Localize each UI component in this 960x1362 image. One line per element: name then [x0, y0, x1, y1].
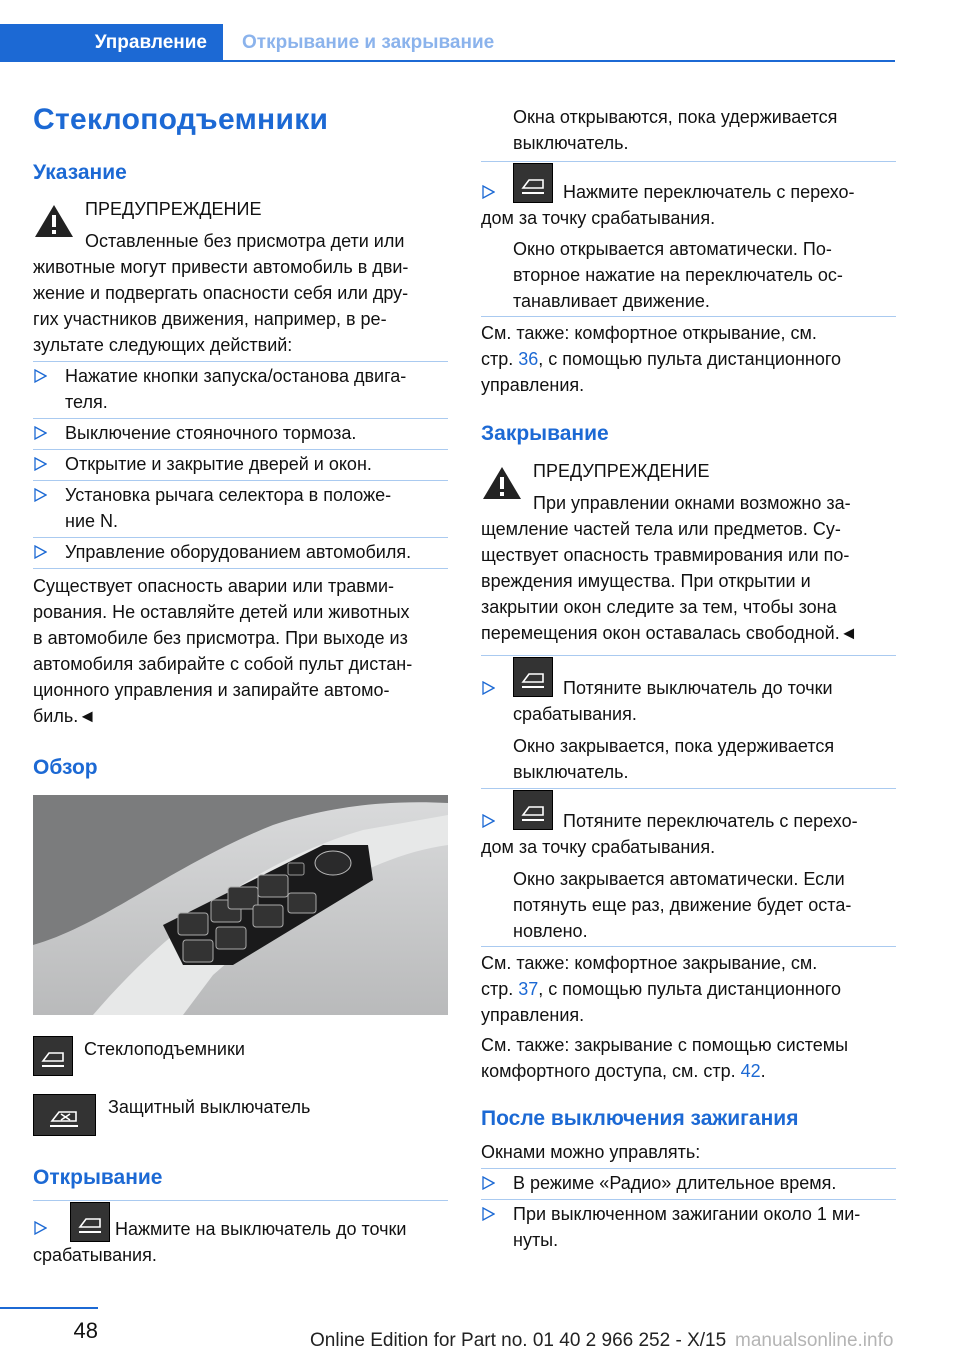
divider: [481, 1199, 896, 1200]
paragraph-line: [481, 346, 896, 372]
divider: [481, 161, 896, 162]
page-title: Стеклоподъемники: [33, 103, 329, 136]
bullet-arrow-icon: [33, 369, 47, 383]
footer-rule: [0, 1307, 98, 1309]
text-span: , с помощью пульта дистанционного: [538, 979, 842, 999]
divider: [33, 418, 448, 419]
list-item: [33, 1202, 448, 1265]
list-item-text: срабатывания.: [33, 1245, 157, 1265]
legend-row: [33, 1094, 448, 1136]
paragraph-line: управления.: [481, 375, 585, 395]
list-item-text: Потяните выключатель до точки: [563, 678, 833, 698]
warning-title: ПРЕДУПРЕЖДЕНИЕ: [533, 461, 710, 481]
list-item: [481, 657, 896, 727]
bullet-arrow-icon: [481, 1176, 495, 1190]
warning-text-line: перемещения окон оставалась свободной.◄: [481, 623, 858, 643]
list-item-text: При выключенном зажигании около 1 ми‐: [513, 1204, 861, 1224]
danger-text-line: Существует опасность аварии или травми‐: [33, 576, 394, 596]
paragraph-line: См. также: закрывание с помощью системы: [481, 1035, 849, 1055]
note-heading: Указание: [33, 161, 127, 184]
warning-text-line: зультате следующих действий:: [33, 335, 293, 355]
bullet-arrow-icon: [33, 426, 47, 440]
danger-text-line: биль.◄: [33, 706, 97, 726]
divider: [33, 480, 448, 481]
page-number: 48: [73, 1318, 98, 1343]
page-link[interactable]: 36: [518, 349, 539, 369]
list-item: [33, 539, 448, 565]
paragraph-line: вторное нажатие на переключатель ос‐: [513, 265, 843, 285]
text-span: стр.: [481, 979, 519, 999]
bullet-arrow-icon: [481, 1207, 495, 1221]
list-item-text: ние N.: [65, 511, 119, 531]
text-span: .: [760, 1061, 766, 1081]
divider: [481, 946, 896, 947]
warning-text-line: животные могут привести автомобиль в дви‐: [33, 257, 409, 277]
list-item-text: срабатывания.: [513, 704, 637, 724]
window-lifter-icon: [513, 790, 553, 830]
safety-switch-icon: [33, 1094, 96, 1136]
legend-label: Защитный выключатель: [108, 1097, 311, 1117]
list-item-text: нуты.: [513, 1230, 559, 1250]
list-item: [33, 363, 448, 415]
window-lifter-icon: [33, 1036, 73, 1076]
paragraph-line: Окна открываются, пока удерживается: [513, 107, 838, 127]
list-item-text: теля.: [65, 392, 108, 412]
page-link[interactable]: 42: [740, 1061, 761, 1081]
list-item-text: Управление оборудованием автомобиля.: [65, 542, 412, 562]
page-header: [0, 24, 895, 62]
warning-block: [481, 458, 896, 513]
page-link[interactable]: 37: [518, 979, 539, 999]
warning-block: [33, 196, 448, 251]
list-item: [33, 451, 448, 477]
open-heading: Открывание: [33, 1166, 163, 1189]
warning-text-line: вреждения имущества. При открытии и: [481, 571, 811, 591]
list-item-text: Открытие и закрытие дверей и окон.: [65, 454, 372, 474]
divider: [33, 449, 448, 450]
danger-text-line: рования. Не оставляйте детей или животных: [33, 602, 410, 622]
list-item-text: Нажмите переключатель с перехо‐: [563, 182, 855, 202]
list-item-text: Выключение стояночного тормоза.: [65, 423, 357, 443]
warning-text-line: щемление частей тела или предметов. Су‐: [481, 519, 841, 539]
paragraph-line: потянуть еще раз, движение будет оста‐: [513, 895, 852, 915]
list-item: [33, 482, 448, 534]
paragraph-line: выключатель.: [513, 133, 629, 153]
divider: [33, 1200, 448, 1201]
warning-text-line: закрытии окон следите за тем, чтобы зона: [481, 597, 837, 617]
close-heading: Закрывание: [481, 422, 609, 445]
divider: [33, 361, 448, 362]
warning-text-line: Оставленные без присмотра дети или: [85, 231, 405, 251]
divider: [481, 1168, 896, 1169]
paragraph-line: танавливает движение.: [513, 291, 710, 311]
warning-text-line: ществует опасность травмирования или по‐: [481, 545, 850, 565]
bullet-arrow-icon: [33, 488, 47, 502]
danger-text-line: в автомобиле без присмотра. При выходе из: [33, 628, 408, 648]
paragraph-line: управления.: [481, 1005, 585, 1025]
warning-text-line: При управлении окнами возможно за‐: [533, 493, 851, 513]
window-lifter-icon: [70, 1202, 110, 1242]
divider: [33, 537, 448, 538]
paragraph-line: Окно открывается автоматически. По‐: [513, 239, 832, 259]
watermark: manualsonline.info: [735, 1330, 894, 1351]
list-item-text: В режиме «Радио» длительное время.: [513, 1173, 837, 1193]
bullet-arrow-icon: [33, 545, 47, 559]
warning-title: ПРЕДУПРЕЖДЕНИЕ: [85, 199, 262, 219]
text-span: комфортного доступа, см. стр.: [481, 1061, 741, 1081]
paragraph-line: См. также: комфортное закрывание, см.: [481, 953, 818, 973]
list-item: [33, 420, 448, 446]
paragraph-line: новлено.: [513, 921, 588, 941]
paragraph-line: [481, 1058, 896, 1084]
window-lifter-icon: [513, 657, 553, 697]
legend-row: [33, 1036, 448, 1078]
list-item-text: дом за точку срабатывания.: [481, 208, 716, 228]
danger-text-line: ционного управления и запирайте автомо‐: [33, 680, 390, 700]
bullet-arrow-icon: [33, 1221, 47, 1235]
paragraph-line: [481, 976, 896, 1002]
warning-text-line: жение и подвергать опасности себя или дру‐: [33, 283, 409, 303]
bullet-arrow-icon: [481, 681, 495, 695]
list-item-text: Нажатие кнопки запуска/останова двига‐: [65, 366, 407, 386]
paragraph-line: выключатель.: [513, 762, 629, 782]
door-switch-photo: [33, 795, 448, 1015]
window-lifter-icon: [513, 163, 553, 203]
header-subsection: Открывание и закрывание: [242, 32, 495, 53]
legend-label: Стеклоподъемники: [84, 1039, 245, 1059]
danger-text-line: автомобиля забирайте с собой пульт дистан‐: [33, 654, 413, 674]
text-span: стр.: [481, 349, 519, 369]
header-section: Управление: [0, 24, 223, 62]
warning-icon: [33, 202, 75, 240]
list-item: [481, 1201, 896, 1253]
bullet-arrow-icon: [481, 185, 495, 199]
bullet-arrow-icon: [481, 814, 495, 828]
paragraph-line: Окно закрывается автоматически. Если: [513, 869, 845, 889]
list-item-text: Нажмите на выключатель до точки: [115, 1219, 407, 1239]
after-ignition-heading: После выключения зажигания: [481, 1107, 799, 1130]
list-item-text: Потяните переключатель с перехо‐: [563, 811, 858, 831]
list-item-text: дом за точку срабатывания.: [481, 837, 716, 857]
list-item-text: Установка рычага селектора в положе‐: [65, 485, 392, 505]
warning-text-line: гих участников движения, например, в ре‐: [33, 309, 387, 329]
divider: [33, 568, 448, 569]
divider: [481, 788, 896, 789]
overview-heading: Обзор: [33, 756, 98, 779]
warning-icon: [481, 464, 523, 502]
paragraph-line: Окно закрывается, пока удерживается: [513, 736, 835, 756]
edition-note: Online Edition for Part no. 01 40 2 966 252 - X/15: [310, 1330, 727, 1351]
bullet-arrow-icon: [33, 457, 47, 471]
paragraph-line: См. также: комфортное открывание, см.: [481, 323, 817, 343]
divider: [481, 316, 896, 317]
paragraph-line: Окнами можно управлять:: [481, 1142, 701, 1162]
text-span: , с помощью пульта дистанционного: [538, 349, 842, 369]
list-item: [481, 1170, 896, 1196]
list-item: [481, 790, 896, 860]
divider: [481, 655, 896, 656]
